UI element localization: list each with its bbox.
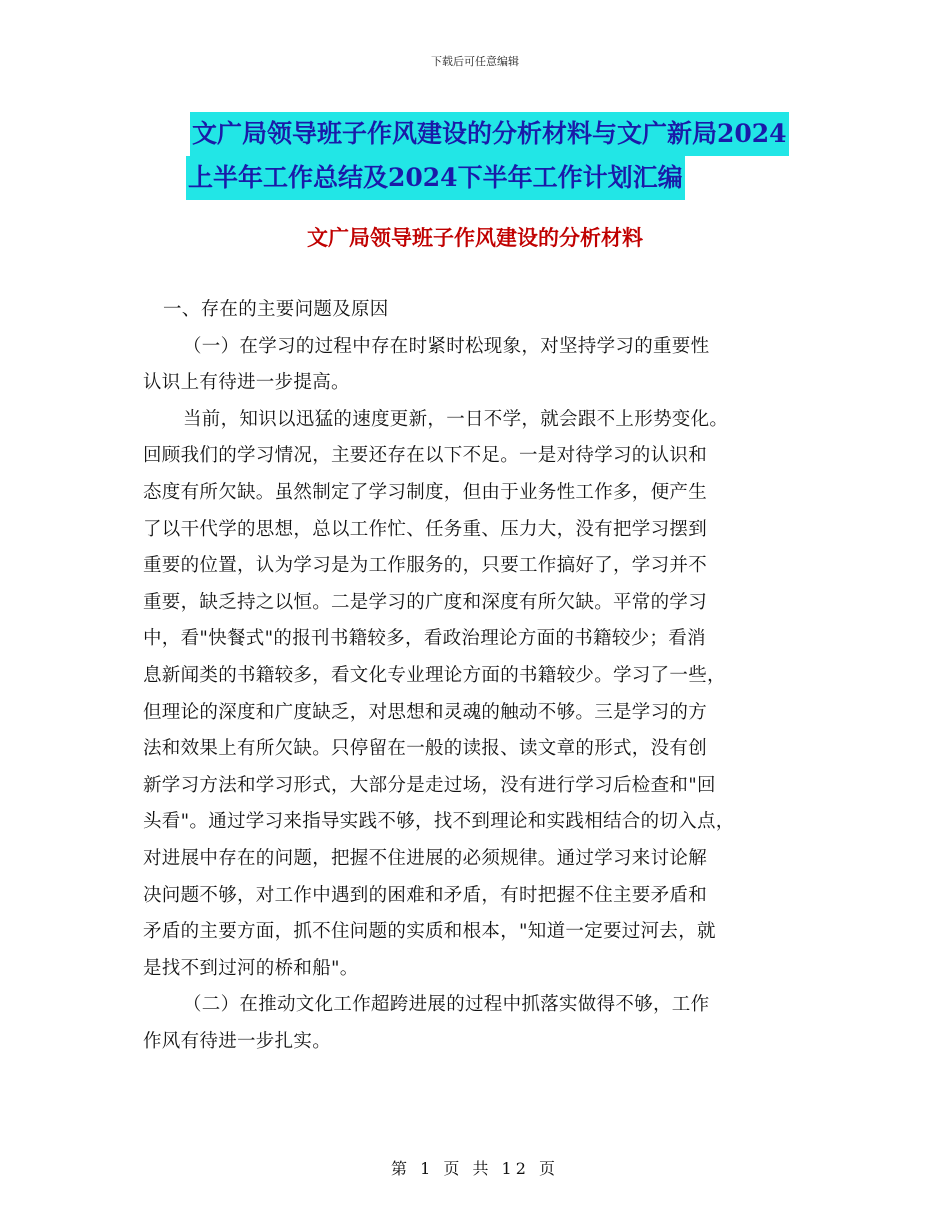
page-number-footer: 第 1 页 共 12 页: [391, 1159, 559, 1178]
body-line: 态度有所欠缺。虽然制定了学习制度，但由于业务性工作多，便产生: [143, 481, 708, 503]
section-title: 文广局领导班子作风建设的分析材料: [307, 225, 643, 250]
body-line: 重要的位置，认为学习是为工作服务的，只要工作搞好了，学习并不: [143, 555, 708, 577]
body-line: 但理论的深度和广度缺乏，对思想和灵魂的触动不够。三是学习的方: [143, 701, 708, 723]
body-line: 回顾我们的学习情况，主要还存在以下不足。一是对待学习的认识和: [143, 445, 708, 467]
body-line: 作风有待进一步扎实。: [143, 1030, 332, 1052]
body-line: 矛盾的主要方面，抓不住问题的实质和根本，"知道一定要过河去，就: [143, 921, 716, 943]
body-line: 当前，知识以迅猛的速度更新，一日不学，就会跟不上形势变化。: [183, 408, 729, 430]
body-line: 中，看"快餐式"的报刊书籍较多，看政治理论方面的书籍较少；看消: [143, 628, 706, 650]
body-line: 新学习方法和学习形式，大部分是走过场，没有进行学习后检查和"回: [143, 774, 716, 796]
body-line: （一）在学习的过程中存在时紧时松现象，对坚持学习的重要性: [183, 335, 710, 357]
document-title-line-1: 文广局领导班子作风建设的分析材料与文广新局2024: [190, 112, 789, 156]
body-line: 头看"。通过学习来指导实践不够，找不到理论和实践相结合的切入点，: [143, 811, 735, 833]
body-line: 了以干代学的思想，总以工作忙、任务重、压力大，没有把学习摆到: [143, 518, 708, 540]
document-title: [190, 112, 830, 200]
body-line: 法和效果上有所欠缺。只停留在一般的读报、读文章的形式，没有创: [143, 738, 708, 760]
document-title-line-2: 上半年工作总结及2024下半年工作计划汇编: [186, 156, 685, 200]
body-line: 决问题不够，对工作中遇到的困难和矛盾，有时把握不住主要矛盾和: [143, 884, 708, 906]
body-line: 息新闻类的书籍较多，看文化专业理论方面的书籍较少。学习了一些，: [143, 664, 726, 686]
body-line: （二）在推动文化工作超跨进展的过程中抓落实做得不够，工作: [183, 994, 710, 1016]
body-line: 一、存在的主要问题及原因: [163, 299, 389, 320]
body-text: [143, 292, 811, 1060]
body-line: 是找不到过河的桥和船"。: [143, 957, 359, 979]
body-line: 对进展中存在的问题，把握不住进展的必须规律。通过学习来讨论解: [143, 847, 708, 869]
header-note: 下载后可任意编辑: [431, 55, 519, 68]
body-line: 认识上有待进一步提高。: [143, 372, 350, 394]
body-line: 重要，缺乏持之以恒。二是学习的广度和深度有所欠缺。平常的学习: [143, 591, 708, 613]
